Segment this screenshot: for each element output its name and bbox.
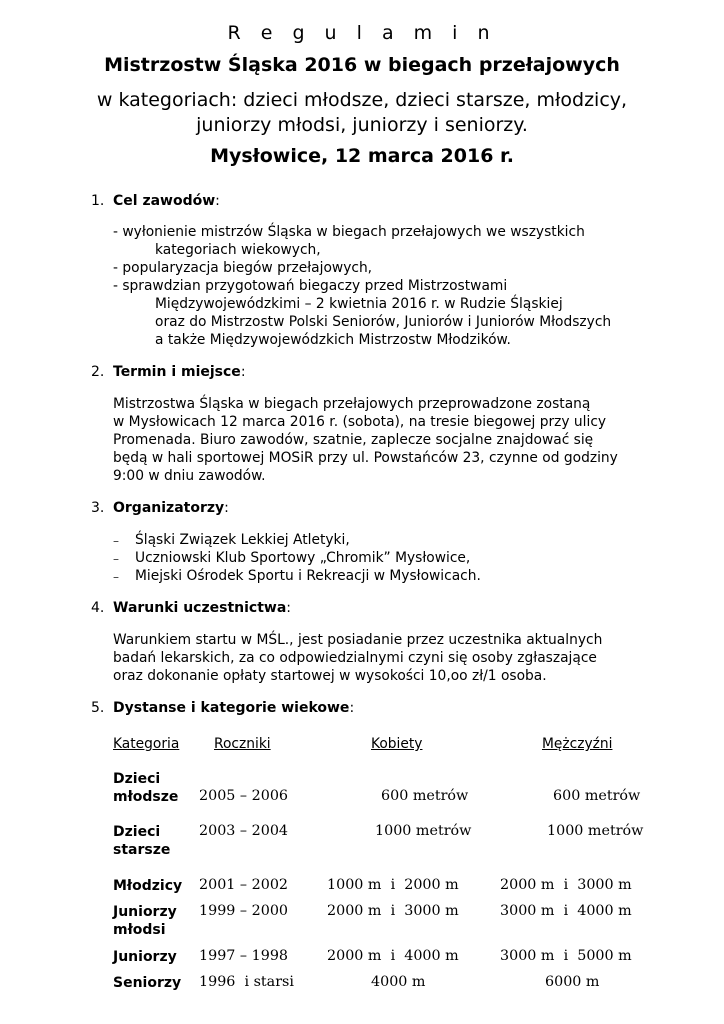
section-2-line: Mistrzostwa Śląska w biegach przełajowych przeprowadzone zostaną — [113, 396, 591, 412]
section-4-heading — [113, 600, 291, 616]
men-distance: 3000 m i 4000 m — [500, 903, 632, 919]
document-title: R e g u l a m i n — [227, 22, 497, 44]
section-1-colon: : — [215, 193, 220, 209]
section-1-number: 1. — [91, 193, 105, 209]
men-distance: 3000 m i 5000 m — [500, 948, 632, 964]
section-2-title: Termin i miejsce — [113, 364, 241, 380]
section-2-line: będą w hali sportowej MOSiR przy ul. Powstańców 23, czynne od godziny — [113, 450, 618, 466]
section-1-line: - popularyzacja biegów przełajowych, — [113, 260, 373, 276]
category-name: Seniorzy — [113, 975, 182, 991]
organizer-item: Uczniowski Klub Sportowy „Chromik” Mysłowice, — [135, 550, 471, 566]
section-4-colon: : — [286, 600, 292, 616]
birth-years: 1996 i starsi — [199, 974, 294, 990]
women-distance: 4000 m — [371, 974, 426, 990]
section-1-line: oraz do Mistrzostw Polski Seniorów, Juniorów i Juniorów Młodszych — [155, 314, 612, 330]
organizer-bullet: – — [113, 534, 119, 548]
section-3-heading — [113, 500, 229, 516]
section-1-line: - sprawdzian przygotowań biegaczy przed Mistrzostwami — [113, 278, 508, 294]
men-distance: 600 metrów — [553, 788, 641, 804]
section-3-colon: : — [224, 500, 229, 516]
women-distance: 600 metrów — [381, 788, 469, 804]
men-distance: 2000 m i 3000 m — [500, 877, 632, 893]
place-and-date: Mysłowice, 12 marca 2016 r. — [210, 145, 514, 167]
section-2-number: 2. — [91, 364, 105, 380]
section-3-number: 3. — [91, 500, 105, 516]
section-2-line: Promenada. Biuro zawodów, szatnie, zaplecze socjalne znajdować się — [113, 432, 594, 448]
section-2-line: w Mysłowicach 12 marca 2016 r. (sobota), na tresie biegowej przy ulicy — [113, 414, 607, 430]
men-distance: 1000 metrów — [547, 823, 644, 839]
section-4-title: Warunki uczestnictwa — [113, 600, 287, 616]
birth-years: 2003 – 2004 — [199, 823, 289, 839]
section-5-number: 5. — [91, 700, 105, 716]
section-2-heading — [113, 364, 246, 380]
category-name-line2: młodsze — [113, 789, 179, 805]
category-name-line2: młodsi — [113, 922, 166, 938]
column-header-men: Mężczyźni — [542, 736, 613, 752]
category-name: Juniorzy — [113, 904, 177, 920]
section-5-title: Dystanse i kategorie wiekowe — [113, 700, 350, 716]
column-header-category: Kategoria — [113, 736, 180, 752]
section-1-title: Cel zawodów — [113, 193, 216, 209]
section-1-line: Międzywojewódzkimi – 2 kwietnia 2016 r. w Rudzie Śląskiej — [155, 296, 563, 312]
section-5-colon: : — [349, 700, 355, 716]
organizer-bullet: – — [113, 570, 119, 584]
section-4-number: 4. — [91, 600, 105, 616]
women-distance: 1000 m i 2000 m — [327, 877, 459, 893]
category-name: Juniorzy — [113, 949, 177, 965]
section-1-heading — [113, 193, 220, 209]
organizer-item: Śląski Związek Lekkiej Atletyki, — [135, 532, 350, 548]
section-1-line: kategoriach wiekowych, — [155, 242, 321, 258]
organizer-item: Miejski Ośrodek Sportu i Rekreacji w Mysłowicach. — [135, 568, 481, 584]
section-1-line: a także Międzywojewódzkich Mistrzostw Młodzików. — [155, 332, 511, 348]
section-2-line: 9:00 w dniu zawodów. — [113, 468, 266, 484]
birth-years: 2005 – 2006 — [199, 788, 289, 804]
organizer-bullet: – — [113, 552, 119, 566]
category-name: Młodzicy — [113, 878, 183, 894]
section-4-line: oraz dokonanie opłaty startowej w wysokości 10,oo zł/1 osoba. — [113, 668, 547, 684]
section-1-line: - wyłonienie mistrzów Śląska w biegach przełajowych we wszystkich — [113, 224, 585, 240]
women-distance: 2000 m i 3000 m — [327, 903, 459, 919]
section-4-line: Warunkiem startu w MŚL., jest posiadanie przez uczestnika aktualnych — [113, 632, 603, 648]
birth-years: 1999 – 2000 — [199, 903, 289, 919]
column-header-women: Kobiety — [371, 736, 423, 752]
birth-years: 2001 – 2002 — [199, 877, 289, 893]
categories-line-2: juniorzy młodsi, juniorzy i seniorzy. — [196, 114, 528, 136]
women-distance: 1000 metrów — [375, 823, 472, 839]
column-header-years: Roczniki — [214, 736, 271, 752]
section-4-line: badań lekarskich, za co odpowiedzialnymi czyni się osoby zgłaszające — [113, 650, 597, 666]
women-distance: 2000 m i 4000 m — [327, 948, 459, 964]
categories-line-1: w kategoriach: dzieci młodsze, dzieci starsze, młodzicy, — [96, 89, 628, 111]
birth-years: 1997 – 1998 — [199, 948, 289, 964]
category-name: Dzieci — [113, 771, 161, 787]
document-subtitle: Mistrzostw Śląska 2016 w biegach przełajowych — [104, 54, 620, 76]
section-3-title: Organizatorzy — [113, 500, 225, 516]
section-5-heading — [113, 700, 354, 716]
men-distance: 6000 m — [545, 974, 600, 990]
section-2-colon: : — [240, 364, 246, 380]
category-name: Dzieci — [113, 824, 161, 840]
category-name-line2: starsze — [113, 842, 171, 858]
